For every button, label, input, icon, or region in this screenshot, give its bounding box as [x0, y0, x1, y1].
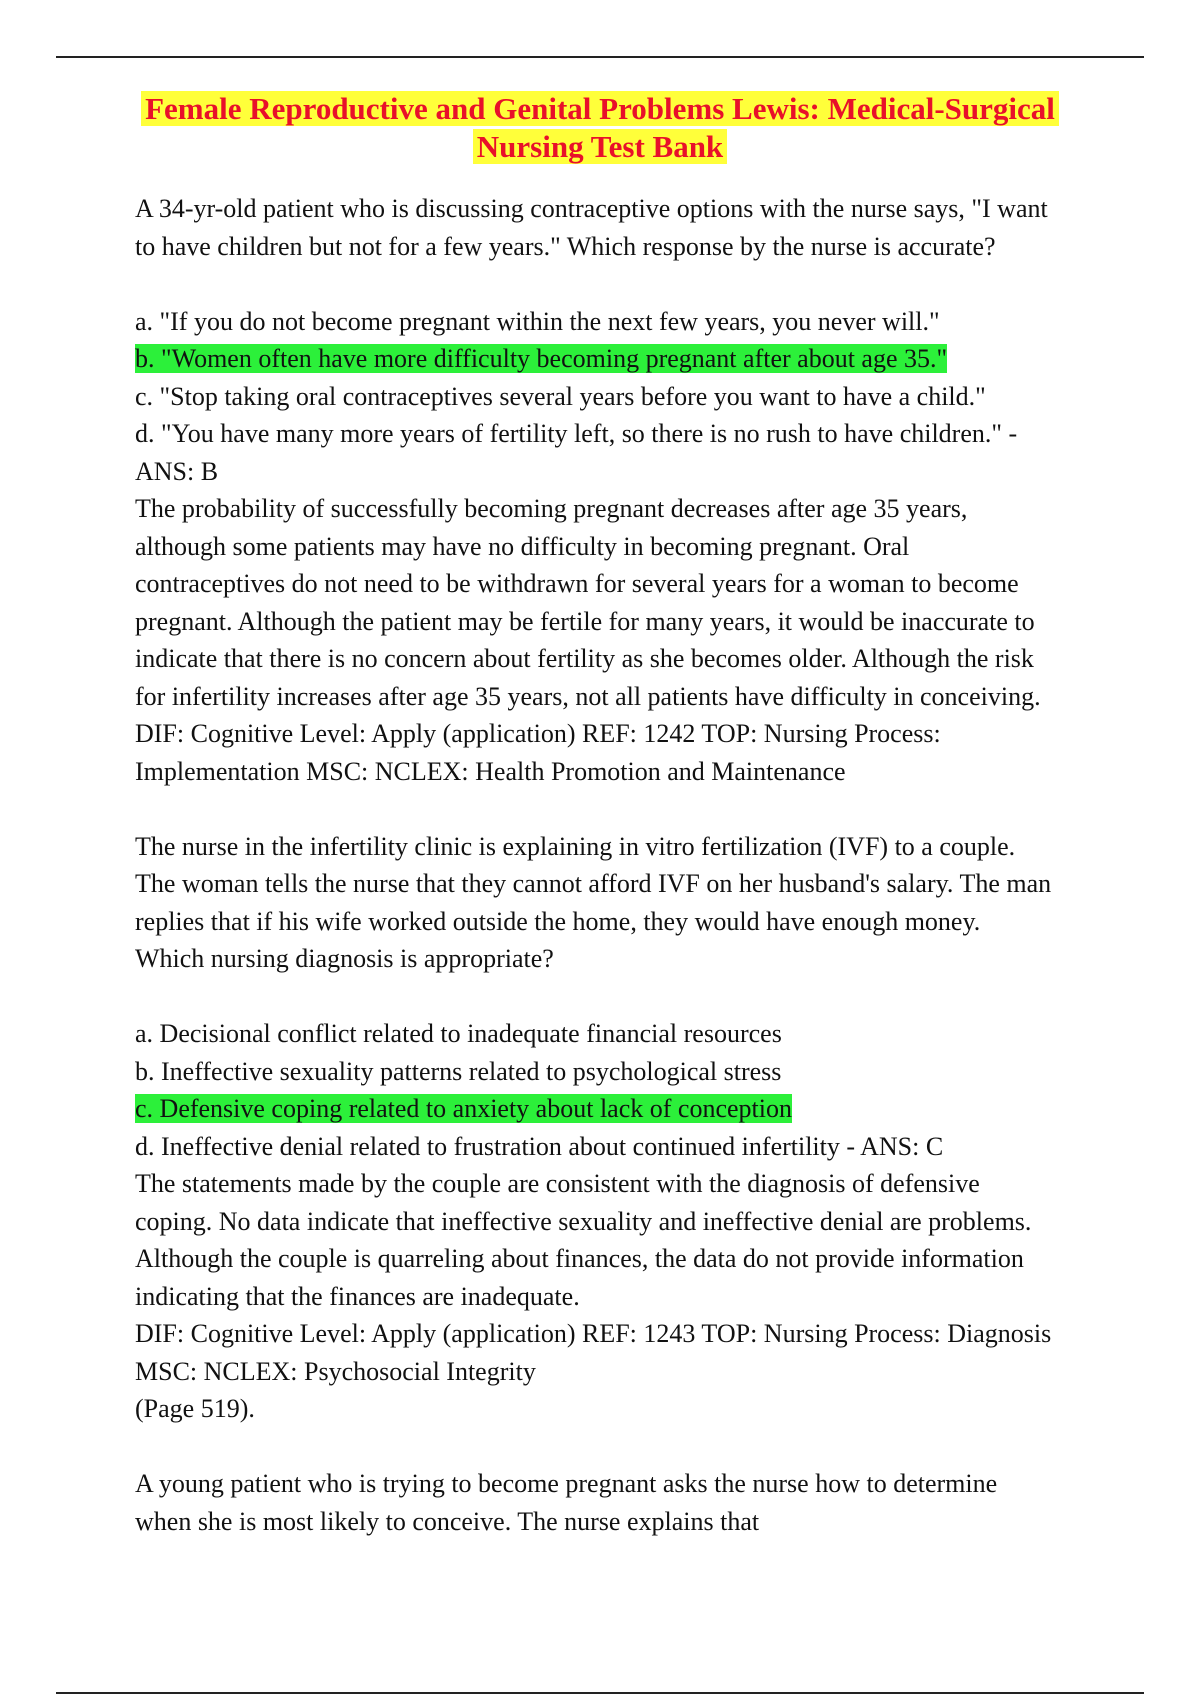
bottom-rule [56, 1692, 1144, 1694]
question-2 [135, 828, 1135, 1428]
metadata-line: MSC: NCLEX: Psychosocial Integrity [135, 1356, 536, 1386]
page-title [100, 90, 1100, 166]
document-body [135, 190, 1135, 1540]
spacer [135, 265, 1135, 303]
metadata-line: Implementation MSC: NCLEX: Health Promotion and Maintenance [135, 756, 846, 786]
spacer [135, 790, 1135, 828]
rationale-line: pregnant. Although the patient may be fertile for many years, it would be inaccurate to [135, 606, 1035, 636]
rationale-line: Although the couple is quarreling about finances, the data do not provide information [135, 1244, 1024, 1273]
option-a: a. Decisional conflict related to inadequate financial resources [135, 1019, 782, 1048]
question-stem-line: Which nursing diagnosis is appropriate? [135, 944, 554, 973]
rationale-line: indicate that there is no concern about fertility as she becomes older. Although the risk [135, 644, 1034, 673]
metadata-line: DIF: Cognitive Level: Apply (application) REF: 1242 TOP: Nursing Process: [135, 719, 941, 748]
question-stem-line: when she is most likely to conceive. The nurse explains that [135, 1506, 760, 1536]
option-c: c. "Stop taking oral contraceptives several years before you want to have a child." [135, 381, 986, 411]
option-d: d. "You have many more years of fertility left, so there is no rush to have children." - [135, 419, 1018, 448]
spacer [135, 1428, 1135, 1466]
metadata-line: DIF: Cognitive Level: Apply (application) REF: 1243 TOP: Nursing Process: Diagnosis [135, 1319, 1052, 1348]
option-d: d. Ineffective denial related to frustration about continued infertility - ANS: C [135, 1131, 944, 1161]
option-b-correct: b. "Women often have more difficulty becoming pregnant after about age 35." [135, 344, 948, 373]
spacer [135, 978, 1135, 1016]
rationale-line: although some patients may have no difficulty in becoming pregnant. Oral [135, 531, 910, 561]
option-c-correct: c. Defensive coping related to anxiety about lack of conception [135, 1094, 792, 1123]
option-b: b. Ineffective sexuality patterns related to psychological stress [135, 1056, 782, 1086]
rationale-line: indicating that the finances are inadequate. [135, 1281, 580, 1311]
rationale-line: coping. No data indicate that ineffective sexuality and ineffective denial are problems. [135, 1206, 1032, 1236]
rationale-line: The statements made by the couple are consistent with the diagnosis of defensive [135, 1169, 980, 1198]
rationale-line: for infertility increases after age 35 years, not all patients have difficulty in conceiving. [135, 681, 1041, 711]
question-stem-line: A 34-yr-old patient who is discussing contraceptive options with the nurse says, "I want [135, 194, 1048, 223]
rationale-line: The probability of successfully becoming pregnant decreases after age 35 years, [135, 494, 968, 523]
question-stem-line: A young patient who is trying to become pregnant asks the nurse how to determine [135, 1469, 998, 1498]
question-stem-line: replies that if his wife worked outside the home, they would have enough money. [135, 906, 981, 936]
page-reference: (Page 519). [135, 1394, 255, 1423]
title-line-2: Nursing Test Bank [473, 129, 727, 164]
title-line-1: Female Reproductive and Genital Problems Lewis: Medical-Surgical [141, 91, 1059, 126]
question-stem-line: to have children but not for a few years." Which response by the nurse is accurate? [135, 231, 996, 261]
rationale-line: contraceptives do not need to be withdrawn for several years for a woman to become [135, 569, 1019, 598]
answer-key: ANS: B [135, 456, 219, 486]
question-1 [135, 190, 1135, 790]
option-a: a. "If you do not become pregnant within the next few years, you never will." [135, 306, 940, 336]
question-stem-line: The woman tells the nurse that they cannot afford IVF on her husband's salary. The man [135, 869, 1052, 898]
question-3 [135, 1465, 1135, 1540]
question-stem-line: The nurse in the infertility clinic is explaining in vitro fertilization (IVF) to a couple. [135, 831, 1016, 861]
top-rule [56, 56, 1144, 58]
